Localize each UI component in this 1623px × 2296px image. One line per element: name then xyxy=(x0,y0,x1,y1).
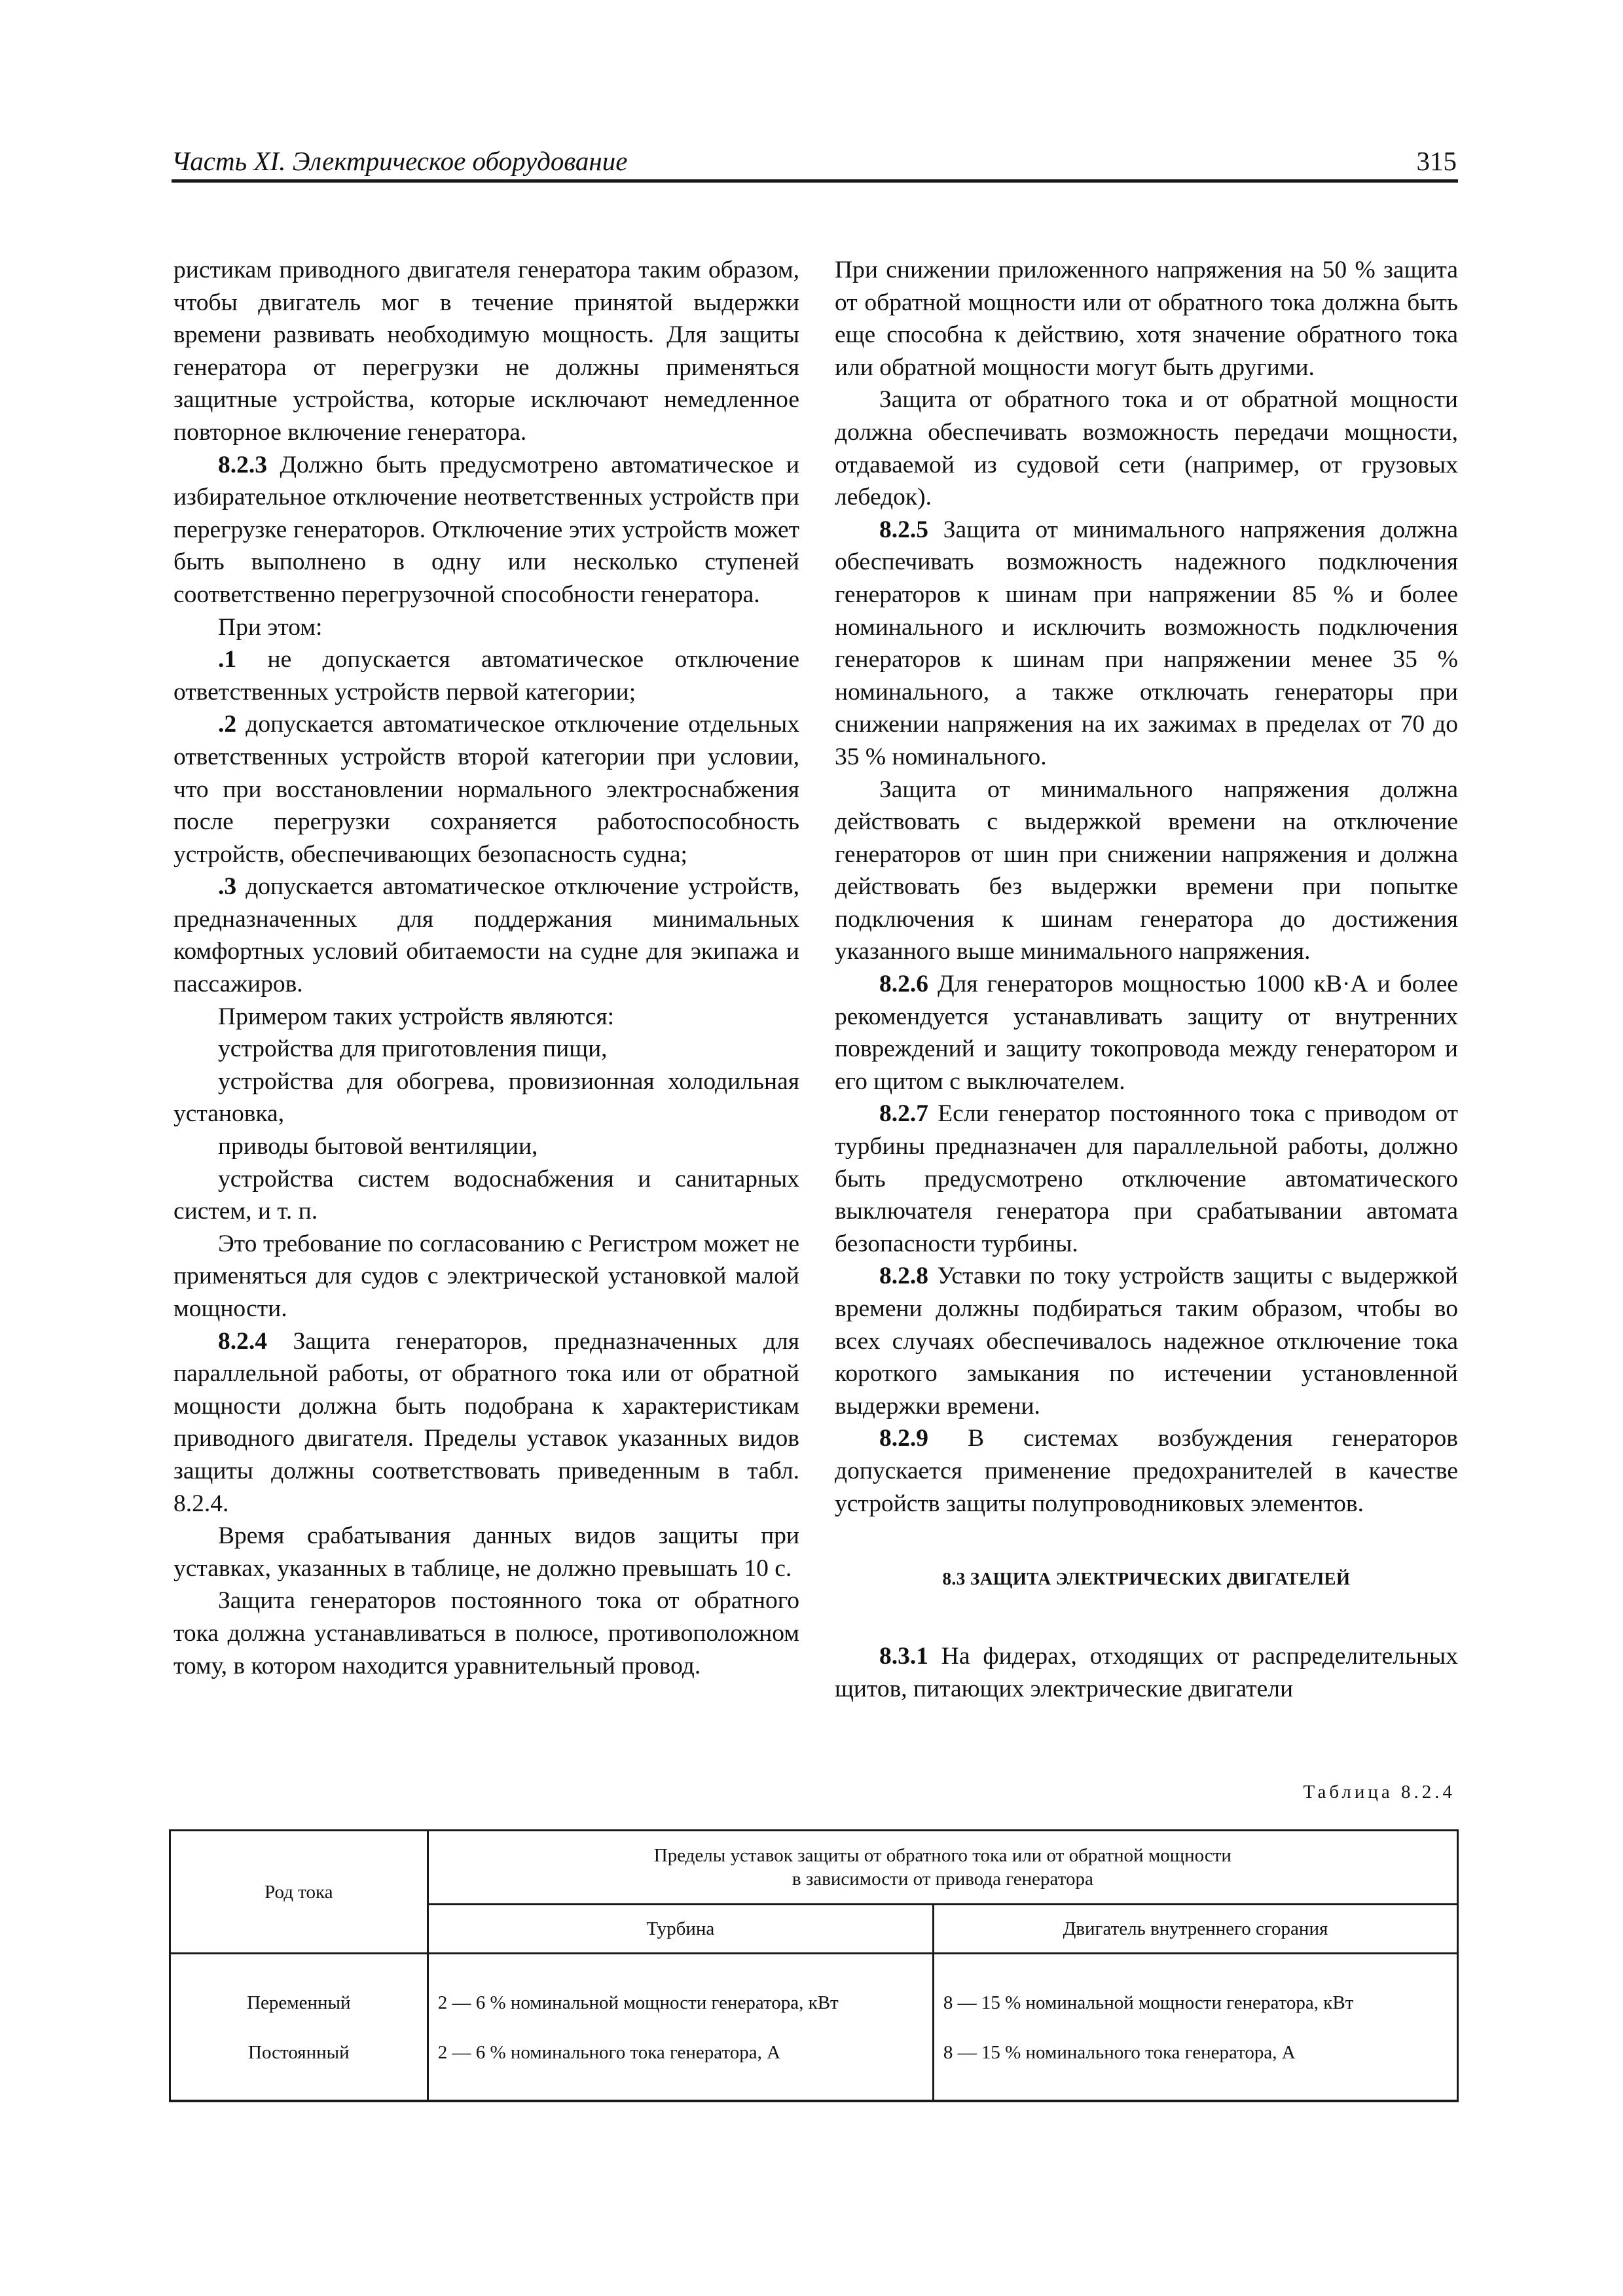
paragraph: Примером таких устройств являются: xyxy=(218,1003,615,1030)
table-cell xyxy=(933,1954,1457,2102)
table-cell xyxy=(428,1954,933,2102)
list-item: приводы бытовой вентиляции, xyxy=(218,1133,538,1160)
item-number: .2 xyxy=(218,711,237,738)
paragraph xyxy=(835,1260,1458,1422)
column-header-turbine: Турбина xyxy=(428,1905,933,1954)
paragraph-text: допускается автоматическое отключение отдельных ответственных устройств второй категории при условии, что при восстановлении нормального электроснабжения после перегрузки сохраняется работоспособность устройств, обеспечивающих безопасность судна; xyxy=(173,711,799,868)
paragraph: Время срабатывания данных видов защиты при уставках, указанных в таблице, не должно превышать 10 с. xyxy=(173,1522,799,1582)
paragraph: Защита от обратного тока и от обратной мощности должна обеспечивать возможность передачи мощности, отдаваемой из судовой сети (например, от грузовых лебедок). xyxy=(835,386,1458,511)
list-item: устройства систем водоснабжения и санитарных систем, и т. п. xyxy=(173,1165,799,1225)
paragraph: Защита от минимального напряжения должна действовать с выдержкой времени на отключение генераторов от шин при снижении напряжения и должна действовать без выдержки времени при попытке подключения к шинам генератора до достижения указанного выше минимального напряжения. xyxy=(835,776,1458,965)
paragraph: При этом: xyxy=(218,613,323,641)
paragraph-text: допускается автоматическое отключение устройств, предназначенных для поддержания минимальных комфортных условий обитаемости на судне для экипажа и пассажиров. xyxy=(173,873,799,998)
group-header-line: в зависимости от привода генератора xyxy=(792,1869,1093,1890)
paragraph xyxy=(173,1325,799,1520)
list-item: устройства для приготовления пищи, xyxy=(218,1035,608,1063)
column-header-engine: Двигатель внутреннего сгорания xyxy=(933,1905,1457,1954)
clause-number: 8.2.3 xyxy=(218,451,267,478)
group-header xyxy=(428,1831,1457,1905)
paragraph-text: Должно быть предусмотрено автоматическое и избирательное отключение неответственных устройств при перегрузке генераторов. Отключение этих устройств может быть выполнено в одну или несколько ступеней соответственно перегрузочной способности генератора. xyxy=(173,451,799,608)
table-row-engine: 8 — 15 % номинальной мощности генератора, кВт xyxy=(943,1992,1354,2013)
group-header-line: Пределы уставок защиты от обратного тока или от обратной мощности xyxy=(653,1845,1231,1866)
paragraph: Защита генераторов постоянного тока от обратного тока должна устанавливаться в полюсе, противоположном тому, в котором находится уравнительный провод. xyxy=(173,1587,799,1679)
paragraph xyxy=(173,449,799,611)
paragraph xyxy=(835,514,1458,774)
list-item: устройства для обогрева, провизионная холодильная установка, xyxy=(173,1067,799,1128)
paragraph-text: В системах возбуждения генераторов допускается применение предохранителей в качестве устройств защиты полупроводниковых элементов. xyxy=(835,1425,1458,1517)
clause-number: 8.2.6 xyxy=(879,971,928,998)
right-column xyxy=(835,254,1458,1705)
header-title: Часть XI. Электрическое оборудование xyxy=(172,146,628,176)
paragraph: ристикам приводного двигателя генератора таким образом, чтобы двигатель мог в течение принятой выдержки времени развивать необходимую мощность. Для защиты генератора от перегрузки не должны применяться защитные устройства, которые исключают немедленное повторное включение генератора. xyxy=(173,257,799,446)
clause-number: 8.2.8 xyxy=(879,1263,928,1290)
paragraph xyxy=(835,1098,1458,1260)
item-number: .1 xyxy=(218,646,237,673)
table-row-type: Постоянный xyxy=(248,2042,350,2063)
item-number: .3 xyxy=(218,873,237,901)
table-row-turbine: 2 — 6 % номинального тока генератора, А xyxy=(437,2042,781,2063)
paragraph xyxy=(173,708,799,870)
paragraph xyxy=(835,1422,1458,1520)
section-heading: 8.3 ЗАЩИТА ЭЛЕКТРИЧЕСКИХ ДВИГАТЕЛЕЙ xyxy=(942,1569,1351,1589)
column-header-current-type: Род тока xyxy=(170,1831,428,1954)
clause-number: 8.2.4 xyxy=(218,1327,267,1355)
table-row-engine: 8 — 15 % номинального тока генератора, А xyxy=(943,2042,1296,2063)
paragraph-text: Уставки по току устройств защиты с выдержкой времени должны подбираться таким образом, чтобы во всех случаях обеспечивалось надежное отключение тока короткого замыкания по истечении установленной выдержки времени. xyxy=(835,1263,1458,1420)
clause-number: 8.2.9 xyxy=(879,1425,928,1452)
paragraph-text: На фидерах, отходящих от распределительных щитов, питающих электрические двигатели xyxy=(835,1643,1458,1702)
table-caption: Таблица 8.2.4 xyxy=(1303,1782,1455,1803)
settings-table xyxy=(169,1829,1459,2102)
page-number: 315 xyxy=(1416,146,1457,176)
page-header xyxy=(172,145,1458,183)
paragraph xyxy=(173,870,799,1000)
table-cell xyxy=(170,1954,428,2102)
paragraph xyxy=(835,968,1458,1098)
paragraph-text: Защита от минимального напряжения должна обеспечивать возможность надежного подключения генераторов к шинам при напряжении 85 % и более номинального и исключить возможность подключения генераторов к шинам при напряжении менее 35 % номинального, а также отключать генераторы при снижении напряжения на их зажимах в пределах от 70 до 35 % номинального. xyxy=(835,516,1458,770)
paragraph xyxy=(835,1640,1458,1705)
paragraph-text: Защита генераторов, предназначенных для параллельной работы, от обратного тока или от обратной мощности должна быть подобрана к характеристикам приводного двигателя. Пределы уставок указанных видов защиты должны соответствовать приведенным в табл. 8.2.4. xyxy=(173,1327,799,1517)
table-row-type: Переменный xyxy=(247,1992,351,2013)
paragraph: Это требование по согласованию с Регистром может не применяться для судов с электрической установкой малой мощности. xyxy=(173,1230,799,1322)
left-column xyxy=(173,254,799,1682)
paragraph xyxy=(173,643,799,708)
paragraph: При снижении приложенного напряжения на 50 % защита от обратной мощности или от обратного тока должна быть еще способна к действию, хотя значение обратного тока или обратной мощности могут быть другими. xyxy=(835,257,1458,381)
paragraph-text: Если генератор постоянного тока с приводом от турбины предназначен для параллельной работы, должно быть предусмотрено отключение автоматического выключателя генератора при срабатывании автомата безопасности турбины. xyxy=(835,1100,1458,1257)
table-row-turbine: 2 — 6 % номинальной мощности генератора, кВт xyxy=(437,1992,839,2013)
clause-number: 8.2.5 xyxy=(879,516,928,543)
paragraph-text: не допускается автоматическое отключение ответственных устройств первой категории; xyxy=(173,646,799,706)
clause-number: 8.3.1 xyxy=(879,1643,928,1670)
paragraph-text: Для генераторов мощностью 1000 кВ·А и более рекомендуется устанавливать защиту от внутренних повреждений и защиту токопровода между генератором и его щитом с выключателем. xyxy=(835,971,1458,1095)
clause-number: 8.2.7 xyxy=(879,1100,928,1128)
